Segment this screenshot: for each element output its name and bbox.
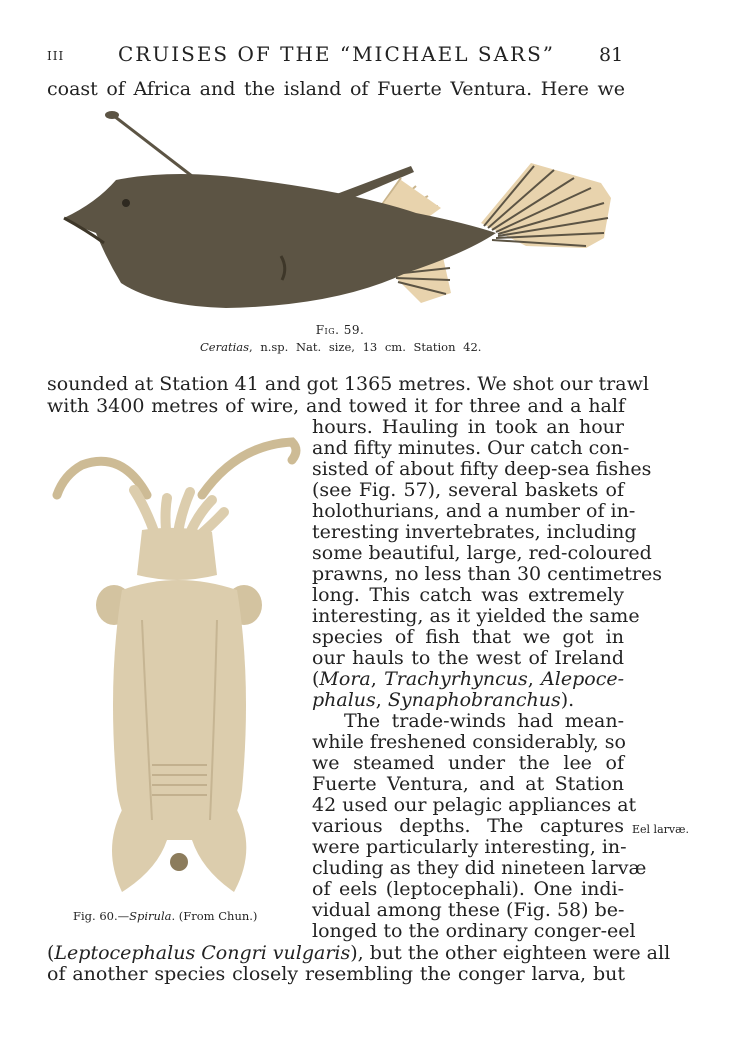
- body-line: sounded at Station 41 and got 1365 metres. We shot our trawl: [47, 373, 649, 395]
- body-line: interesting, as it yielded the same: [312, 605, 640, 627]
- figure-60-source: . (From Chun.): [171, 909, 258, 923]
- body-line: of eels (leptocephali). One indi-: [312, 878, 624, 900]
- body-line: sisted of about fifty deep-sea fishes: [312, 458, 652, 480]
- figure-60-label: Fig. 60.—: [73, 909, 130, 923]
- body-line: while freshened considerably, so: [312, 731, 626, 753]
- body-line: cluding as they did nineteen larvæ: [312, 857, 647, 879]
- chapter-number: III: [47, 49, 65, 63]
- body-line: teresting invertebrates, including: [312, 521, 637, 543]
- figure-60-species: Spirula: [129, 909, 172, 923]
- paragraph-start: The trade-winds had mean-: [344, 710, 624, 732]
- body-line: hours. Hauling in took an hour: [312, 416, 624, 438]
- page-number: 81: [599, 44, 624, 66]
- figure-60-caption: [73, 909, 257, 923]
- body-line: our hauls to the west of Ireland: [312, 647, 624, 669]
- body-line: (see Fig. 57), several baskets of: [312, 479, 624, 501]
- body-line: (Mora, Trachyrhyncus, Alepoce-: [312, 668, 624, 690]
- body-line: species of fish that we got in: [312, 626, 624, 648]
- figure-59-species: Ceratias: [200, 340, 250, 354]
- body-line: with 3400 metres of wire, and towed it for three and a half: [47, 395, 625, 417]
- body-line: we steamed under the lee of: [312, 752, 624, 774]
- body-line: long. This catch was extremely: [312, 584, 624, 606]
- body-line: prawns, no less than 30 centimetres: [312, 563, 662, 585]
- figure-59-label: Fig. 59.: [315, 323, 365, 337]
- body-line: coast of Africa and the island of Fuerte Ventura. Here we: [47, 78, 625, 100]
- body-line: phalus, Synaphobranchus).: [312, 689, 575, 711]
- body-line: were particularly interesting, in-: [312, 836, 627, 858]
- body-line: and fifty minutes. Our catch con-: [312, 437, 630, 459]
- running-title: CRUISES OF THE “MICHAEL SARS”: [118, 42, 556, 66]
- body-line: vidual among these (Fig. 58) be-: [312, 899, 625, 921]
- figure-59-caption: [200, 340, 481, 354]
- ceratias-fish-illustration: [56, 108, 616, 318]
- body-line: holothurians, and a number of in-: [312, 500, 636, 522]
- body-line: 42 used our pelagic appliances at: [312, 794, 637, 816]
- body-line: of another species closely resembling the conger larva, but: [47, 963, 625, 985]
- body-line: longed to the ordinary conger-eel: [312, 920, 636, 942]
- body-line: some beautiful, large, red-coloured: [312, 542, 652, 564]
- body-line: (Leptocephalus Congri vulgaris), but the other eighteen were all: [47, 942, 671, 964]
- spirula-illustration: [52, 430, 302, 905]
- body-line: Fuerte Ventura, and at Station: [312, 773, 624, 795]
- figure-59-details: , n.sp. Nat. size, 13 cm. Station 42.: [249, 340, 482, 354]
- body-line: various depths. The captures: [312, 815, 624, 837]
- margin-note: Eel larvæ.: [632, 823, 689, 836]
